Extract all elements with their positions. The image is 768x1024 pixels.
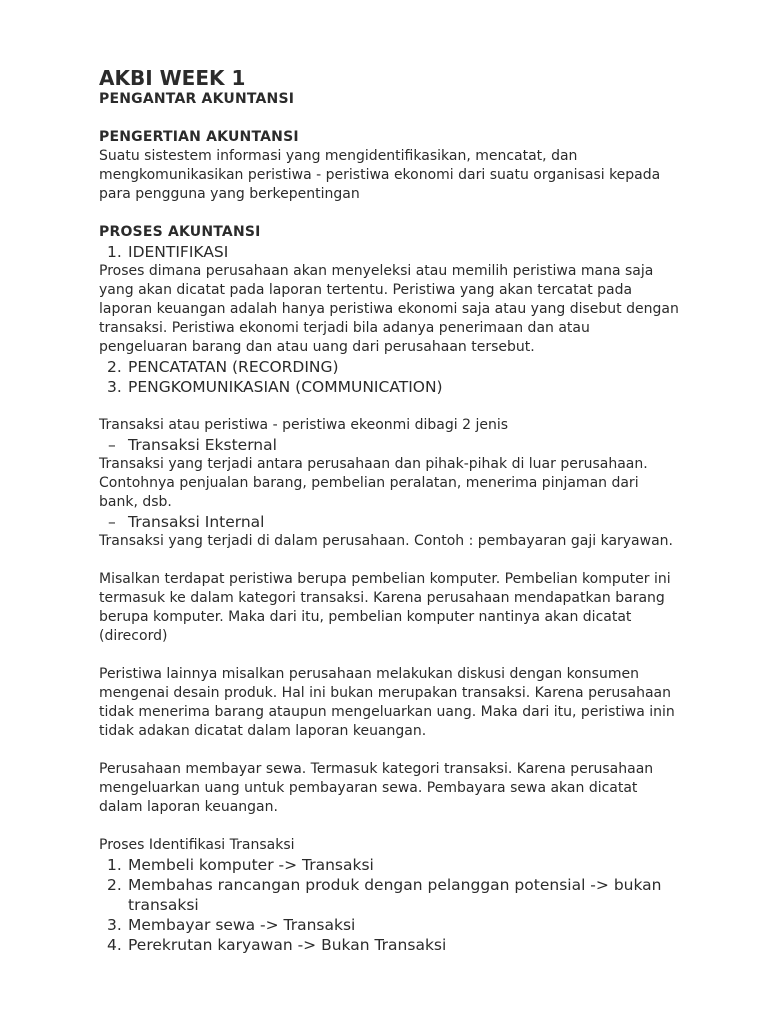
spacer	[99, 397, 679, 416]
identification-item-label: Membayar sewa -> Transaksi	[128, 916, 356, 934]
type-label: Transaksi Eksternal	[128, 436, 277, 454]
identification-item	[99, 855, 679, 875]
spacer	[99, 646, 679, 665]
types-intro: Transaksi atau peristiwa - peristiwa ekeonmi dibagi 2 jenis	[99, 417, 509, 433]
type-text: Transaksi yang terjadi di dalam perusahaan. Contoh : pembayaran gaji karyawan.	[99, 533, 673, 549]
type-item	[99, 512, 679, 532]
list-marker: 1.	[107, 243, 122, 261]
list-marker: 1.	[107, 856, 122, 874]
document-title: AKBI WEEK 1	[99, 66, 246, 90]
list-marker: 3.	[107, 378, 122, 396]
identification-item-label: Perekrutan karyawan -> Bukan Transaksi	[128, 936, 447, 954]
process-step	[99, 377, 679, 397]
type-list-a	[99, 435, 679, 455]
example-paragraph: Misalkan terdapat peristiwa berupa pembelian komputer. Pembelian komputer ini termasuk ke dalam kategori transaksi. Karena perusahaan mendapatkan barang berupa komputer. Maka dari itu, pembelian komputer nantinya akan dicatat (direcord)	[99, 571, 671, 644]
identifikasi-text: Proses dimana perusahaan akan menyeleksi atau memilih peristiwa mana saja yang akan dicatat pada laporan tertentu. Peristiwa yang akan tercatat pada laporan keuangan adalah hanya peristiwa ekonomi saja atau yang disebut dengan transaksi. Peristiwa ekonomi terjadi bila adanya penerimaan dan atau pengeluaran barang dan atau uang dari perusahaan tersebut.	[99, 263, 679, 355]
spacer	[99, 109, 679, 128]
type-label: Transaksi Internal	[128, 513, 265, 531]
identification-list	[99, 855, 679, 955]
type-list-b	[99, 512, 679, 532]
example-paragraph: Perusahaan membayar sewa. Termasuk kategori transaksi. Karena perusahaan mengeluarkan uang untuk pembayaran sewa. Pembayara sewa akan dicatat dalam laporan keuangan.	[99, 761, 654, 815]
identification-item	[99, 915, 679, 935]
definition-heading: PENGERTIAN AKUNTANSI	[99, 129, 299, 145]
document-page	[99, 66, 679, 955]
identification-heading: Proses Identifikasi Transaksi	[99, 837, 295, 853]
dash-marker: –	[108, 436, 116, 454]
process-heading: PROSES AKUNTANSI	[99, 224, 261, 240]
identification-item	[99, 875, 679, 915]
process-list-a	[99, 242, 679, 262]
spacer	[99, 817, 679, 836]
example-paragraph: Peristiwa lainnya misalkan perusahaan melakukan diskusi dengan konsumen mengenai desain produk. Hal ini bukan merupakan transaksi. Karena perusahaan tidak menerima barang ataupun mengeluarkan uang. Maka dari itu, peristiwa inin tidak adakan dicatat dalam laporan keuangan.	[99, 666, 675, 739]
dash-marker: –	[108, 513, 116, 531]
identification-item	[99, 935, 679, 955]
process-step	[99, 242, 679, 262]
spacer	[99, 204, 679, 223]
list-marker: 2.	[107, 876, 122, 894]
spacer	[99, 551, 679, 570]
list-marker: 2.	[107, 358, 122, 376]
spacer	[99, 741, 679, 760]
process-step-label: IDENTIFIKASI	[128, 243, 229, 261]
process-step-label: PENGKOMUNIKASIAN (COMMUNICATION)	[128, 378, 443, 396]
list-marker: 3.	[107, 916, 122, 934]
identification-item-label: Membahas rancangan produk dengan pelanggan potensial -> bukan transaksi	[128, 876, 662, 914]
type-item	[99, 435, 679, 455]
process-list-b	[99, 357, 679, 397]
process-step-label: PENCATATAN (RECORDING)	[128, 358, 339, 376]
definition-text: Suatu sistestem informasi yang mengidentifikasikan, mencatat, dan mengkomunikasikan peristiwa - peristiwa ekonomi dari suatu organisasi kepada para pengguna yang berkepentingan	[99, 148, 661, 202]
type-text: Transaksi yang terjadi antara perusahaan dan pihak-pihak di luar perusahaan. Contohnya penjualan barang, pembelian peralatan, menerima pinjaman dari bank, dsb.	[99, 456, 648, 510]
process-step	[99, 357, 679, 377]
identification-item-label: Membeli komputer -> Transaksi	[128, 856, 374, 874]
document-subtitle: PENGANTAR AKUNTANSI	[99, 91, 295, 107]
list-marker: 4.	[107, 936, 122, 954]
